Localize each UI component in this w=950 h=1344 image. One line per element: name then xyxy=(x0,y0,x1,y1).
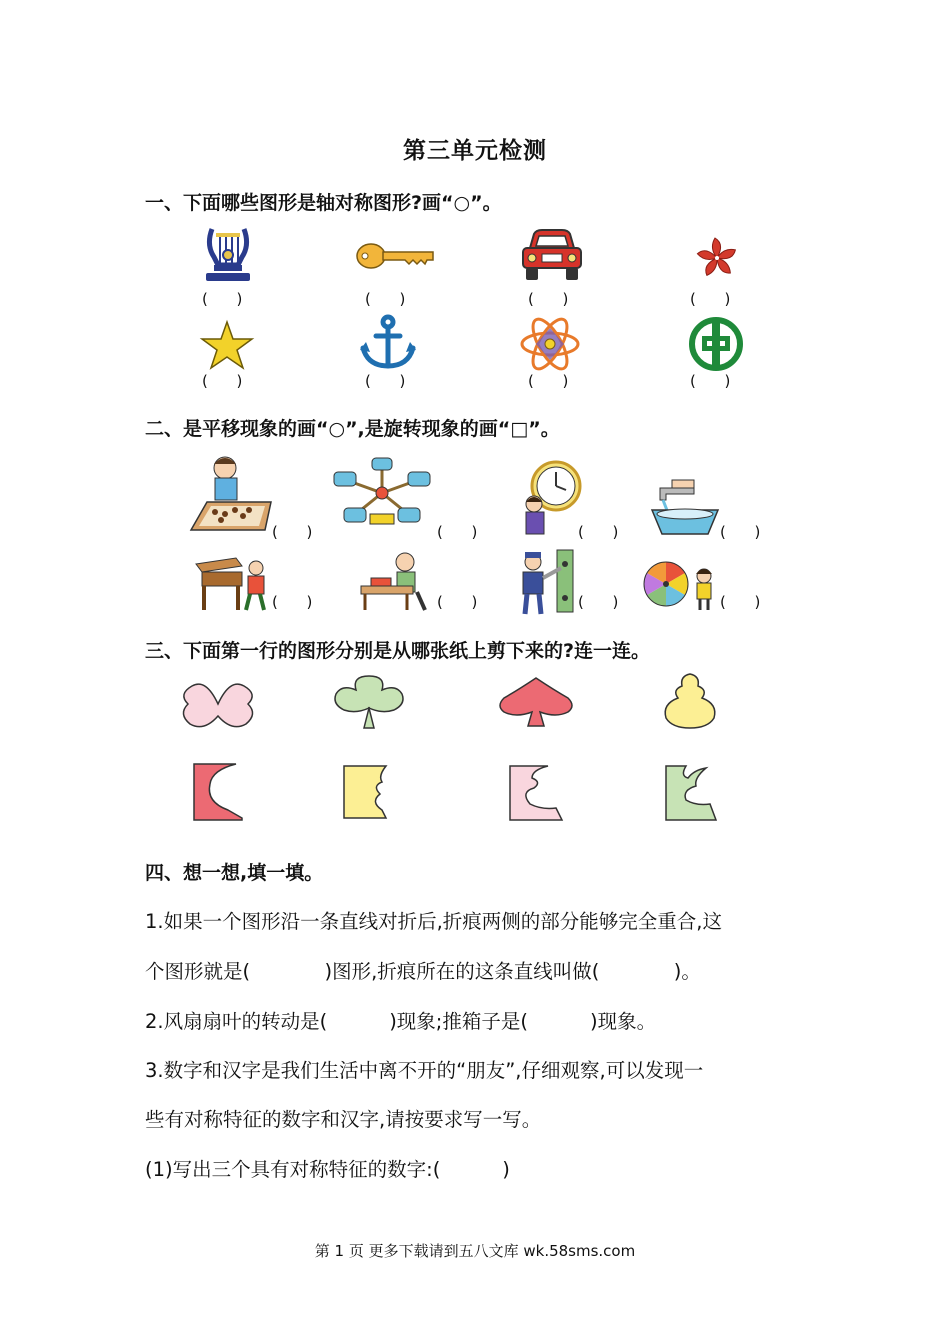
cloud-flower-shape-icon xyxy=(178,676,258,730)
bank-logo-icon xyxy=(688,316,744,372)
paren-16: ( ) xyxy=(720,593,761,611)
q3-sub1: (1)写出三个具有对称特征的数字:( ) xyxy=(145,1158,510,1181)
q2-line: 2.风扇扇叶的转动是( )现象;推箱子是( )现象。 xyxy=(145,1010,657,1033)
club-shape-icon xyxy=(330,674,408,730)
gourd-shape-icon xyxy=(658,670,722,730)
key-icon xyxy=(355,238,435,274)
paren-8: ( ) xyxy=(690,372,731,390)
paren-13: ( ) xyxy=(272,593,313,611)
clock-child-icon xyxy=(520,458,584,536)
planing-wood-icon xyxy=(355,550,435,612)
spinning-wheel-icon xyxy=(640,560,720,612)
q3-line1: 3.数字和汉字是我们生活中离不开的“朋友”,仔细观察,可以发现一 xyxy=(145,1059,704,1082)
cut-paper-green-icon xyxy=(664,764,718,822)
section1-heading: 一、下面哪些图形是轴对称图形?画“○”。 xyxy=(145,192,502,214)
paren-5: ( ) xyxy=(202,372,243,390)
page-footer: 第 1 页 更多下载请到五八文库 wk.58sms.com xyxy=(314,1242,636,1260)
q3-line2: 些有对称特征的数字和汉字,请按要求写一写。 xyxy=(145,1108,542,1131)
q1-line1: 1.如果一个图形沿一条直线对折后,折痕两侧的部分能够完全重合,这 xyxy=(145,910,723,933)
section3-heading: 三、下面第一行的图形分别是从哪张纸上剪下来的?连一连。 xyxy=(145,640,651,662)
paren-1: ( ) xyxy=(202,290,243,308)
cut-paper-red-icon xyxy=(192,762,244,822)
paren-9: ( ) xyxy=(272,523,313,541)
paren-12: ( ) xyxy=(720,523,761,541)
paren-15: ( ) xyxy=(578,593,619,611)
paren-3: ( ) xyxy=(528,290,569,308)
faucet-icon xyxy=(650,480,720,538)
ferris-wheel-icon xyxy=(332,458,432,528)
paren-7: ( ) xyxy=(528,372,569,390)
spade-shape-icon xyxy=(496,676,576,728)
atom-icon xyxy=(518,314,582,374)
anchor-icon xyxy=(358,314,418,372)
cut-paper-pink-icon xyxy=(508,764,564,822)
abacus-child-icon xyxy=(185,452,275,534)
paren-2: ( ) xyxy=(365,290,406,308)
page-title: 第三单元检测 xyxy=(403,137,547,164)
q1-line2: 个图形就是( )图形,折痕所在的这条直线叫做( )。 xyxy=(145,960,701,983)
paren-11: ( ) xyxy=(578,523,619,541)
paren-10: ( ) xyxy=(437,523,478,541)
cut-paper-yellow-icon xyxy=(342,764,394,820)
bauhinia-icon xyxy=(695,236,739,280)
car-icon xyxy=(520,228,584,284)
lyre-icon xyxy=(200,225,256,285)
section4-heading: 四、想一想,填一填。 xyxy=(145,862,324,884)
paren-14: ( ) xyxy=(437,593,478,611)
push-desk-icon xyxy=(192,556,272,612)
wrench-bolt-icon xyxy=(515,548,581,616)
section2-heading: 二、是平移现象的画“○”,是旋转现象的画“□”。 xyxy=(145,418,560,440)
star-icon xyxy=(200,320,254,370)
paren-6: ( ) xyxy=(365,372,406,390)
paren-4: ( ) xyxy=(690,290,731,308)
